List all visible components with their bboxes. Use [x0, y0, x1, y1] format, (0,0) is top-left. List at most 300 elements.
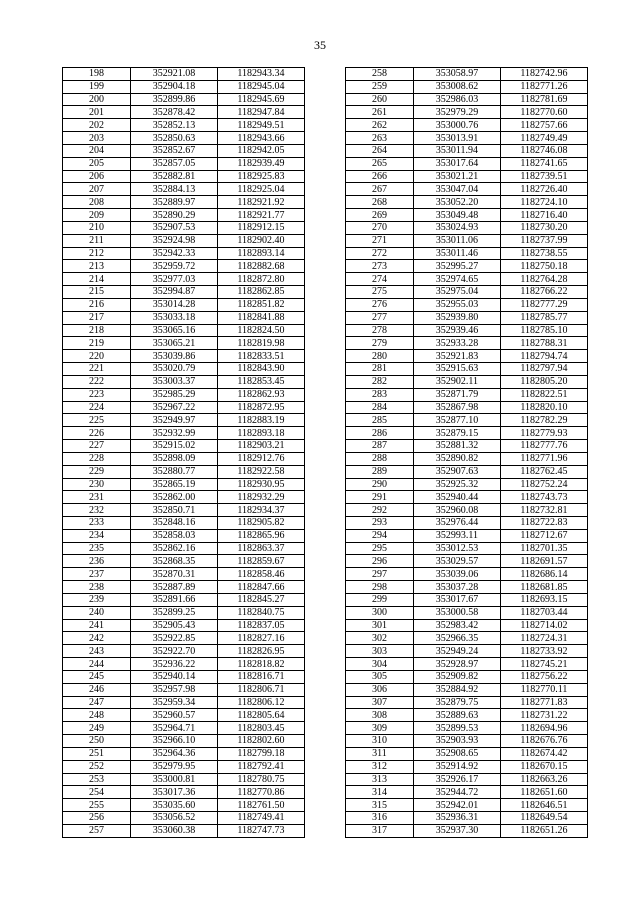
x-coordinate-cell: 352884.13	[131, 183, 218, 196]
y-coordinate-cell: 1182945.04	[218, 80, 305, 93]
table-row	[346, 132, 588, 145]
table-row	[346, 581, 588, 594]
table-row	[63, 747, 305, 760]
y-coordinate-cell: 1182845.27	[218, 593, 305, 606]
table-row	[63, 760, 305, 773]
point-number-cell: 224	[63, 401, 131, 414]
y-coordinate-cell: 1182742.96	[501, 68, 588, 81]
point-number-cell: 252	[63, 760, 131, 773]
table-row	[63, 286, 305, 299]
x-coordinate-cell: 353003.37	[131, 375, 218, 388]
x-coordinate-cell: 352904.18	[131, 80, 218, 93]
y-coordinate-cell: 1182893.14	[218, 247, 305, 260]
x-coordinate-cell: 352939.80	[414, 311, 501, 324]
y-coordinate-cell: 1182806.12	[218, 696, 305, 709]
point-number-cell: 299	[346, 593, 414, 606]
point-number-cell: 234	[63, 529, 131, 542]
x-coordinate-cell: 352964.71	[131, 722, 218, 735]
point-number-cell: 259	[346, 80, 414, 93]
x-coordinate-cell: 352850.63	[131, 132, 218, 145]
x-coordinate-cell: 353052.20	[414, 196, 501, 209]
x-coordinate-cell: 352891.66	[131, 593, 218, 606]
table-row	[63, 452, 305, 465]
point-number-cell: 260	[346, 93, 414, 106]
y-coordinate-cell: 1182712.67	[501, 529, 588, 542]
y-coordinate-cell: 1182862.93	[218, 388, 305, 401]
table-row	[346, 632, 588, 645]
x-coordinate-cell: 352914.92	[414, 760, 501, 773]
point-number-cell: 204	[63, 144, 131, 157]
y-coordinate-cell: 1182770.11	[501, 683, 588, 696]
y-coordinate-cell: 1182803.45	[218, 722, 305, 735]
x-coordinate-cell: 352942.01	[414, 799, 501, 812]
x-coordinate-cell: 352967.22	[131, 401, 218, 414]
page-number: 35	[314, 38, 326, 52]
table-row	[346, 106, 588, 119]
table-row	[63, 311, 305, 324]
y-coordinate-cell: 1182883.19	[218, 414, 305, 427]
table-row	[63, 722, 305, 735]
point-number-cell: 205	[63, 157, 131, 170]
point-number-cell: 292	[346, 504, 414, 517]
y-coordinate-cell: 1182733.92	[501, 645, 588, 658]
table-row	[63, 350, 305, 363]
table-row	[63, 247, 305, 260]
table-row	[63, 375, 305, 388]
y-coordinate-cell: 1182785.10	[501, 324, 588, 337]
point-number-cell: 298	[346, 581, 414, 594]
table-row	[346, 812, 588, 825]
x-coordinate-cell: 352850.71	[131, 504, 218, 517]
y-coordinate-cell: 1182670.15	[501, 760, 588, 773]
table-row	[63, 696, 305, 709]
table-row	[63, 709, 305, 722]
x-coordinate-cell: 352907.63	[414, 465, 501, 478]
y-coordinate-cell: 1182726.40	[501, 183, 588, 196]
point-number-cell: 300	[346, 606, 414, 619]
x-coordinate-cell: 353020.79	[131, 363, 218, 376]
point-number-cell: 228	[63, 452, 131, 465]
point-number-cell: 256	[63, 812, 131, 825]
x-coordinate-cell: 352922.70	[131, 645, 218, 658]
x-coordinate-cell: 353039.06	[414, 568, 501, 581]
x-coordinate-cell: 352924.98	[131, 234, 218, 247]
x-coordinate-cell: 352858.03	[131, 529, 218, 542]
y-coordinate-cell: 1182912.15	[218, 221, 305, 234]
table-row	[63, 324, 305, 337]
x-coordinate-cell: 352903.93	[414, 735, 501, 748]
x-coordinate-cell: 352921.83	[414, 350, 501, 363]
y-coordinate-cell: 1182805.20	[501, 375, 588, 388]
point-number-cell: 277	[346, 311, 414, 324]
point-number-cell: 229	[63, 465, 131, 478]
y-coordinate-cell: 1182921.92	[218, 196, 305, 209]
table-row	[63, 658, 305, 671]
y-coordinate-cell: 1182837.05	[218, 619, 305, 632]
point-number-cell: 312	[346, 760, 414, 773]
point-number-cell: 225	[63, 414, 131, 427]
point-number-cell: 295	[346, 542, 414, 555]
point-number-cell: 289	[346, 465, 414, 478]
y-coordinate-cell: 1182902.40	[218, 234, 305, 247]
point-number-cell: 251	[63, 747, 131, 760]
x-coordinate-cell: 352932.99	[131, 427, 218, 440]
x-coordinate-cell: 352852.67	[131, 144, 218, 157]
table-row	[346, 658, 588, 671]
table-row	[63, 298, 305, 311]
x-coordinate-cell: 352959.72	[131, 260, 218, 273]
x-coordinate-cell: 352926.17	[414, 773, 501, 786]
y-coordinate-cell: 1182827.16	[218, 632, 305, 645]
coordinates-table-right	[345, 67, 588, 838]
x-coordinate-cell: 353065.21	[131, 337, 218, 350]
x-coordinate-cell: 352955.03	[414, 298, 501, 311]
x-coordinate-cell: 352915.02	[131, 440, 218, 453]
point-number-cell: 308	[346, 709, 414, 722]
table-row	[63, 581, 305, 594]
table-row	[63, 504, 305, 517]
table-row	[63, 786, 305, 799]
point-number-cell: 239	[63, 593, 131, 606]
table-row	[63, 119, 305, 132]
table-row	[346, 80, 588, 93]
table-row	[63, 568, 305, 581]
x-coordinate-cell: 353017.36	[131, 786, 218, 799]
y-coordinate-cell: 1182761.50	[218, 799, 305, 812]
x-coordinate-cell: 352899.53	[414, 722, 501, 735]
table-row	[346, 683, 588, 696]
table-row	[63, 799, 305, 812]
x-coordinate-cell: 352922.85	[131, 632, 218, 645]
y-coordinate-cell: 1182858.46	[218, 568, 305, 581]
y-coordinate-cell: 1182681.85	[501, 581, 588, 594]
table-row	[63, 632, 305, 645]
point-number-cell: 212	[63, 247, 131, 260]
y-coordinate-cell: 1182750.18	[501, 260, 588, 273]
x-coordinate-cell: 352921.08	[131, 68, 218, 81]
table-row	[346, 221, 588, 234]
table-row	[346, 452, 588, 465]
y-coordinate-cell: 1182788.31	[501, 337, 588, 350]
y-coordinate-cell: 1182912.76	[218, 452, 305, 465]
y-coordinate-cell: 1182905.82	[218, 516, 305, 529]
x-coordinate-cell: 352865.19	[131, 478, 218, 491]
table-row	[346, 747, 588, 760]
x-coordinate-cell: 352870.31	[131, 568, 218, 581]
table-row	[346, 619, 588, 632]
table-row	[63, 619, 305, 632]
point-number-cell: 272	[346, 247, 414, 260]
y-coordinate-cell: 1182743.73	[501, 491, 588, 504]
point-number-cell: 296	[346, 555, 414, 568]
y-coordinate-cell: 1182762.45	[501, 465, 588, 478]
y-coordinate-cell: 1182746.08	[501, 144, 588, 157]
point-number-cell: 210	[63, 221, 131, 234]
x-coordinate-cell: 352878.42	[131, 106, 218, 119]
x-coordinate-cell: 352966.10	[131, 735, 218, 748]
point-number-cell: 278	[346, 324, 414, 337]
y-coordinate-cell: 1182942.05	[218, 144, 305, 157]
x-coordinate-cell: 352939.46	[414, 324, 501, 337]
y-coordinate-cell: 1182945.69	[218, 93, 305, 106]
table-row	[346, 157, 588, 170]
table-row	[346, 388, 588, 401]
y-coordinate-cell: 1182651.60	[501, 786, 588, 799]
y-coordinate-cell: 1182932.29	[218, 491, 305, 504]
y-coordinate-cell: 1182737.99	[501, 234, 588, 247]
point-number-cell: 297	[346, 568, 414, 581]
x-coordinate-cell: 352959.34	[131, 696, 218, 709]
point-number-cell: 280	[346, 350, 414, 363]
point-number-cell: 250	[63, 735, 131, 748]
point-number-cell: 255	[63, 799, 131, 812]
y-coordinate-cell: 1182738.55	[501, 247, 588, 260]
y-coordinate-cell: 1182764.28	[501, 273, 588, 286]
table-row	[346, 786, 588, 799]
x-coordinate-cell: 353049.48	[414, 209, 501, 222]
x-coordinate-cell: 352977.03	[131, 273, 218, 286]
x-coordinate-cell: 353056.52	[131, 812, 218, 825]
x-coordinate-cell: 352957.98	[131, 683, 218, 696]
point-number-cell: 317	[346, 824, 414, 837]
table-row	[63, 645, 305, 658]
point-number-cell: 301	[346, 619, 414, 632]
table-row	[63, 491, 305, 504]
table-row	[63, 683, 305, 696]
point-number-cell: 309	[346, 722, 414, 735]
table-row	[346, 209, 588, 222]
table-row	[346, 337, 588, 350]
x-coordinate-cell: 352979.29	[414, 106, 501, 119]
table-row	[63, 80, 305, 93]
table-row	[63, 670, 305, 683]
x-coordinate-cell: 353024.93	[414, 221, 501, 234]
x-coordinate-cell: 353037.28	[414, 581, 501, 594]
point-number-cell: 253	[63, 773, 131, 786]
y-coordinate-cell: 1182822.51	[501, 388, 588, 401]
table-row	[63, 106, 305, 119]
y-coordinate-cell: 1182833.51	[218, 350, 305, 363]
x-coordinate-cell: 352993.11	[414, 529, 501, 542]
y-coordinate-cell: 1182925.83	[218, 170, 305, 183]
point-number-cell: 294	[346, 529, 414, 542]
point-number-cell: 284	[346, 401, 414, 414]
y-coordinate-cell: 1182847.66	[218, 581, 305, 594]
table-row	[346, 183, 588, 196]
y-coordinate-cell: 1182943.34	[218, 68, 305, 81]
x-coordinate-cell: 352879.15	[414, 427, 501, 440]
point-number-cell: 302	[346, 632, 414, 645]
x-coordinate-cell: 352949.97	[131, 414, 218, 427]
table-row	[346, 170, 588, 183]
x-coordinate-cell: 352890.29	[131, 209, 218, 222]
x-coordinate-cell: 352898.09	[131, 452, 218, 465]
table-row	[346, 260, 588, 273]
y-coordinate-cell: 1182770.86	[218, 786, 305, 799]
y-coordinate-cell: 1182943.66	[218, 132, 305, 145]
point-number-cell: 243	[63, 645, 131, 658]
table-row	[63, 812, 305, 825]
point-number-cell: 276	[346, 298, 414, 311]
x-coordinate-cell: 353047.04	[414, 183, 501, 196]
x-coordinate-cell: 353033.18	[131, 311, 218, 324]
y-coordinate-cell: 1182843.90	[218, 363, 305, 376]
y-coordinate-cell: 1182939.49	[218, 157, 305, 170]
table-row	[346, 119, 588, 132]
y-coordinate-cell: 1182749.41	[218, 812, 305, 825]
x-coordinate-cell: 352936.22	[131, 658, 218, 671]
x-coordinate-cell: 352974.65	[414, 273, 501, 286]
table-row	[63, 516, 305, 529]
table-row	[63, 196, 305, 209]
x-coordinate-cell: 352975.04	[414, 286, 501, 299]
coordinates-table-left	[62, 67, 305, 838]
point-number-cell: 279	[346, 337, 414, 350]
point-number-cell: 240	[63, 606, 131, 619]
x-coordinate-cell: 353021.21	[414, 170, 501, 183]
table-row	[63, 529, 305, 542]
point-number-cell: 207	[63, 183, 131, 196]
x-coordinate-cell: 352960.08	[414, 504, 501, 517]
y-coordinate-cell: 1182739.51	[501, 170, 588, 183]
y-coordinate-cell: 1182730.20	[501, 221, 588, 234]
y-coordinate-cell: 1182819.98	[218, 337, 305, 350]
x-coordinate-cell: 353012.53	[414, 542, 501, 555]
y-coordinate-cell: 1182716.40	[501, 209, 588, 222]
y-coordinate-cell: 1182934.37	[218, 504, 305, 517]
point-number-cell: 238	[63, 581, 131, 594]
y-coordinate-cell: 1182805.64	[218, 709, 305, 722]
x-coordinate-cell: 353011.46	[414, 247, 501, 260]
x-coordinate-cell: 352986.03	[414, 93, 501, 106]
y-coordinate-cell: 1182676.76	[501, 735, 588, 748]
point-number-cell: 315	[346, 799, 414, 812]
y-coordinate-cell: 1182703.44	[501, 606, 588, 619]
x-coordinate-cell: 352994.87	[131, 286, 218, 299]
point-number-cell: 211	[63, 234, 131, 247]
point-number-cell: 311	[346, 747, 414, 760]
table-row	[346, 542, 588, 555]
y-coordinate-cell: 1182777.76	[501, 440, 588, 453]
x-coordinate-cell: 352949.24	[414, 645, 501, 658]
y-coordinate-cell: 1182731.22	[501, 709, 588, 722]
x-coordinate-cell: 352884.92	[414, 683, 501, 696]
x-coordinate-cell: 352983.42	[414, 619, 501, 632]
table-row	[63, 68, 305, 81]
x-coordinate-cell: 352979.95	[131, 760, 218, 773]
x-coordinate-cell: 353013.91	[414, 132, 501, 145]
point-number-cell: 274	[346, 273, 414, 286]
point-number-cell: 200	[63, 93, 131, 106]
table-row	[346, 799, 588, 812]
x-coordinate-cell: 352882.81	[131, 170, 218, 183]
table-row	[346, 298, 588, 311]
table-row	[346, 68, 588, 81]
table-row	[63, 735, 305, 748]
y-coordinate-cell: 1182851.82	[218, 298, 305, 311]
point-number-cell: 242	[63, 632, 131, 645]
y-coordinate-cell: 1182882.68	[218, 260, 305, 273]
x-coordinate-cell: 353008.62	[414, 80, 501, 93]
table-row	[346, 93, 588, 106]
point-number-cell: 219	[63, 337, 131, 350]
table-row	[346, 196, 588, 209]
point-number-cell: 218	[63, 324, 131, 337]
point-number-cell: 264	[346, 144, 414, 157]
table-row	[346, 696, 588, 709]
table-row	[346, 568, 588, 581]
point-number-cell: 220	[63, 350, 131, 363]
point-number-cell: 291	[346, 491, 414, 504]
point-number-cell: 316	[346, 812, 414, 825]
point-number-cell: 227	[63, 440, 131, 453]
y-coordinate-cell: 1182799.18	[218, 747, 305, 760]
table-row	[346, 286, 588, 299]
y-coordinate-cell: 1182701.35	[501, 542, 588, 555]
point-number-cell: 265	[346, 157, 414, 170]
x-coordinate-cell: 352942.33	[131, 247, 218, 260]
table-row	[63, 593, 305, 606]
x-coordinate-cell: 353039.86	[131, 350, 218, 363]
table-row	[346, 645, 588, 658]
point-number-cell: 307	[346, 696, 414, 709]
table-row	[63, 363, 305, 376]
y-coordinate-cell: 1182771.83	[501, 696, 588, 709]
x-coordinate-cell: 353014.28	[131, 298, 218, 311]
point-number-cell: 281	[346, 363, 414, 376]
table-row	[346, 363, 588, 376]
y-coordinate-cell: 1182771.26	[501, 80, 588, 93]
x-coordinate-cell: 353029.57	[414, 555, 501, 568]
point-number-cell: 273	[346, 260, 414, 273]
y-coordinate-cell: 1182779.93	[501, 427, 588, 440]
y-coordinate-cell: 1182930.95	[218, 478, 305, 491]
table-row	[63, 157, 305, 170]
y-coordinate-cell: 1182921.77	[218, 209, 305, 222]
point-number-cell: 244	[63, 658, 131, 671]
table-row	[346, 440, 588, 453]
table-row	[63, 337, 305, 350]
y-coordinate-cell: 1182872.80	[218, 273, 305, 286]
point-number-cell: 248	[63, 709, 131, 722]
x-coordinate-cell: 353060.38	[131, 824, 218, 837]
point-number-cell: 198	[63, 68, 131, 81]
table-row	[346, 401, 588, 414]
point-number-cell: 275	[346, 286, 414, 299]
point-number-cell: 226	[63, 427, 131, 440]
x-coordinate-cell: 352899.86	[131, 93, 218, 106]
y-coordinate-cell: 1182925.04	[218, 183, 305, 196]
table-row	[63, 144, 305, 157]
y-coordinate-cell: 1182766.22	[501, 286, 588, 299]
x-coordinate-cell: 352966.35	[414, 632, 501, 645]
table-row	[346, 606, 588, 619]
y-coordinate-cell: 1182794.74	[501, 350, 588, 363]
table-row	[346, 760, 588, 773]
x-coordinate-cell: 352880.77	[131, 465, 218, 478]
x-coordinate-cell: 352940.14	[131, 670, 218, 683]
table-row	[346, 247, 588, 260]
x-coordinate-cell: 352862.00	[131, 491, 218, 504]
table-row	[346, 824, 588, 837]
y-coordinate-cell: 1182922.58	[218, 465, 305, 478]
y-coordinate-cell: 1182693.15	[501, 593, 588, 606]
table-row	[63, 209, 305, 222]
y-coordinate-cell: 1182824.50	[218, 324, 305, 337]
point-number-cell: 282	[346, 375, 414, 388]
y-coordinate-cell: 1182893.18	[218, 427, 305, 440]
x-coordinate-cell: 352852.13	[131, 119, 218, 132]
